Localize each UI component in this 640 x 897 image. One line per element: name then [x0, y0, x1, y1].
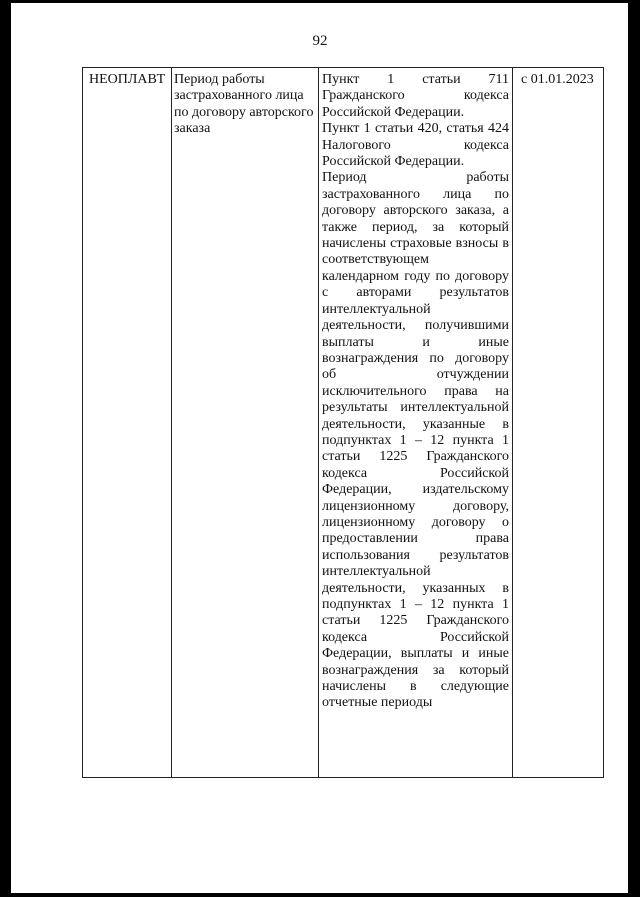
basis-paragraph: Пункт 1 статьи 711 Гражданского кодекса Российской Федерации. — [322, 72, 509, 120]
table-row — [83, 68, 604, 778]
code-cell: НЕОПЛАВТ — [83, 68, 172, 778]
description-cell: Период работы застрахованного лица по договору авторского заказа — [172, 68, 319, 778]
page-number: 92 — [312, 33, 328, 49]
period-codes-table — [82, 67, 604, 778]
basis-paragraph: Период работы застрахованного лица по договору авторского заказа, а также период, за который начислены страховые взносы в соответствующем календарном году по договору с авторами результатов интеллектуальной деятельности, получившими выплаты и иные вознаграждения по договору об отчуждении исключительного права на результаты интеллектуальной деятельности, указанные в подпунктах 1 – 12 пункта 1 статьи 1225 Гражданского кодекса Российской Федерации, издательскому лицензионному договору, лицензионному договору о предоставлении права использования результатов интеллектуальной деятельности, указанных в подпунктах 1 – 12 пункта 1 статьи 1225 Гражданского кодекса Российской Федерации, выплаты и иные вознаграждения за который начислены в следующие отчетные периоды — [322, 170, 509, 711]
legal-basis-cell — [319, 68, 513, 778]
basis-paragraph: Пункт 1 статьи 420, статья 424 Налогового кодекса Российской Федерации. — [322, 121, 509, 170]
effective-date-cell: с 01.01.2023 — [513, 68, 604, 778]
